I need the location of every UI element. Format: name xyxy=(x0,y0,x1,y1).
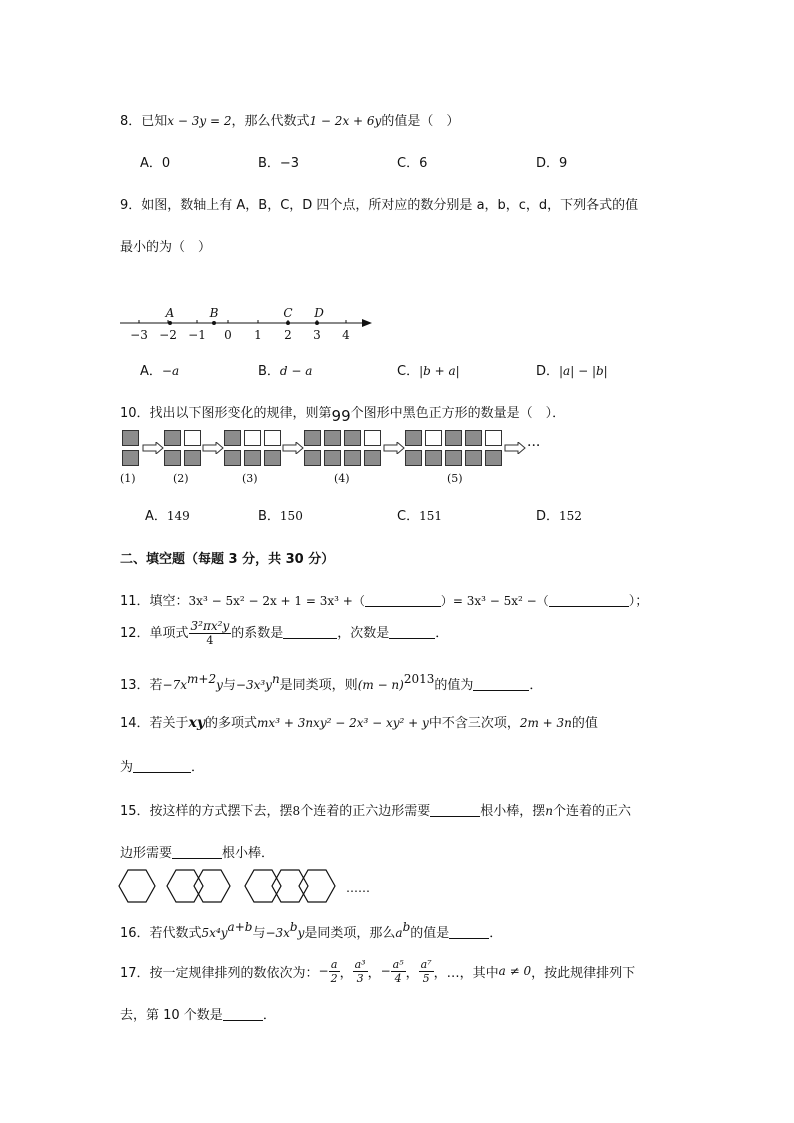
tick-label: −1 xyxy=(188,328,206,342)
answer-blank xyxy=(430,816,480,817)
figure-label-2: (2) xyxy=(173,472,189,485)
q8-option-b: B．−3 xyxy=(258,156,300,171)
question-13: 13．若$-7x^{m+2}y$与$-3x^3y^n$是同类项，则$(m - n)^{2013}$的值为 ． xyxy=(120,672,543,693)
q10-option-b: B．150 xyxy=(258,509,303,524)
question-16: 16．若代数式$5x^4y^{a+b}$与$-3x^by$是同类项，那么$a^b$的值是 ． xyxy=(120,920,503,941)
point-c-label: C xyxy=(283,306,293,320)
question-11: 11．填空：3x³ − 5x² − 2x + 1 = 3x³ +（ ）= 3x³ − 5x² −（ ）； xyxy=(120,594,649,609)
answer-blank xyxy=(365,606,441,607)
q10-option-a: A．149 xyxy=(145,509,190,524)
point-d xyxy=(315,321,319,325)
question-9-line2: 最小的为（ ） xyxy=(120,240,212,255)
tick-label: 2 xyxy=(284,328,292,342)
q9-option-c: C．|b + a| xyxy=(397,364,460,379)
q9-option-a: A．−a xyxy=(140,364,180,379)
tick-label: 1 xyxy=(254,328,262,342)
point-a xyxy=(168,321,172,325)
q9-option-d: D．|a| − |b| xyxy=(536,364,608,379)
answer-blank xyxy=(133,772,191,773)
figure-label-4: (4) xyxy=(334,472,350,485)
q9-option-b: B．d − a xyxy=(258,364,313,379)
question-10-stem: 10．找出以下图形变化的规律，则第99个图形中黑色正方形的数量是（ ）． xyxy=(120,406,566,425)
answer-blank xyxy=(473,690,529,691)
tick-label: −2 xyxy=(159,328,177,342)
point-a-label: A xyxy=(165,306,175,320)
tick-label: −3 xyxy=(130,328,148,342)
answer-blank xyxy=(389,638,435,639)
q8-condition: x − 3y = 2 xyxy=(167,114,232,128)
answer-blank xyxy=(549,606,629,607)
hexagon-figure xyxy=(118,868,383,906)
q8-option-c: C．6 xyxy=(397,156,428,171)
q8-option-a: A．0 xyxy=(140,156,171,171)
answer-blank xyxy=(223,1020,263,1021)
question-8-stem: 8．已知x − 3y = 2，那么代数式1 − 2x + 6y的值是（ ） xyxy=(120,114,460,129)
figure-label-5: (5) xyxy=(447,472,463,485)
tick-label: 3 xyxy=(313,328,321,342)
question-14-line2: 为 ． xyxy=(120,760,205,775)
question-14-line1: 14．若关于xy的多项式mx³ + 3nxy² − 2x³ − xy² + y中不含三次项，2m + 3n的值 xyxy=(120,715,598,731)
question-15-line1: 15．按这样的方式摆下去，摆8个连着的正六边形需要 根小棒，摆n个连着的正六 xyxy=(120,804,631,819)
tick-label: 4 xyxy=(342,328,350,342)
point-b xyxy=(212,321,216,325)
question-17-line1: 17．按一定规律排列的数依次为： − $\frac{a}{2}$ ， $\frac{\text{a³}}{3}$ ， − $\frac{\text{a⁵}}{4}$ ， $\frac{\text{a⁷}}{5}$ ，…，其中 a ≠ 0 ，按此规律排列下 xyxy=(120,957,636,985)
number-line-arrow xyxy=(362,319,372,327)
point-b-label: B xyxy=(209,306,219,320)
monomial-fraction: $\frac{\text{3²πx²y}}{4}$ xyxy=(190,619,230,647)
q8-expression: 1 − 2x + 6y xyxy=(309,114,382,128)
figure-label-1: (1) xyxy=(120,472,136,485)
question-12: 12．单项式 $\frac{\text{3²πx²y}}{4}$ 的系数是 ，次数是 ． xyxy=(120,619,449,647)
answer-blank xyxy=(449,938,489,939)
number-line-figure xyxy=(118,302,378,344)
section-2-heading: 二、填空题（每题 3 分，共 30 分） xyxy=(120,552,335,567)
q10-option-c: C．151 xyxy=(397,509,442,524)
answer-blank xyxy=(283,638,337,639)
question-15-line2: 边形需要 根小棒． xyxy=(120,846,275,861)
question-17-line2: 去，第 10 个数是 ． xyxy=(120,1008,276,1023)
answer-blank xyxy=(172,858,222,859)
point-d-label: D xyxy=(314,306,324,320)
tick-label: 0 xyxy=(224,328,232,342)
q10-option-d: D．152 xyxy=(536,509,582,524)
q8-option-d: D．9 xyxy=(536,156,568,171)
hexagon-ellipsis: …… xyxy=(346,881,370,895)
question-9-line1: 9．如图，数轴上有 A，B，C，D 四个点，所对应的数分别是 a，b，c，d，下列各式的值 xyxy=(120,198,639,213)
pattern-ellipsis: ··· xyxy=(527,438,541,454)
figure-label-3: (3) xyxy=(242,472,258,485)
point-c xyxy=(286,321,290,325)
